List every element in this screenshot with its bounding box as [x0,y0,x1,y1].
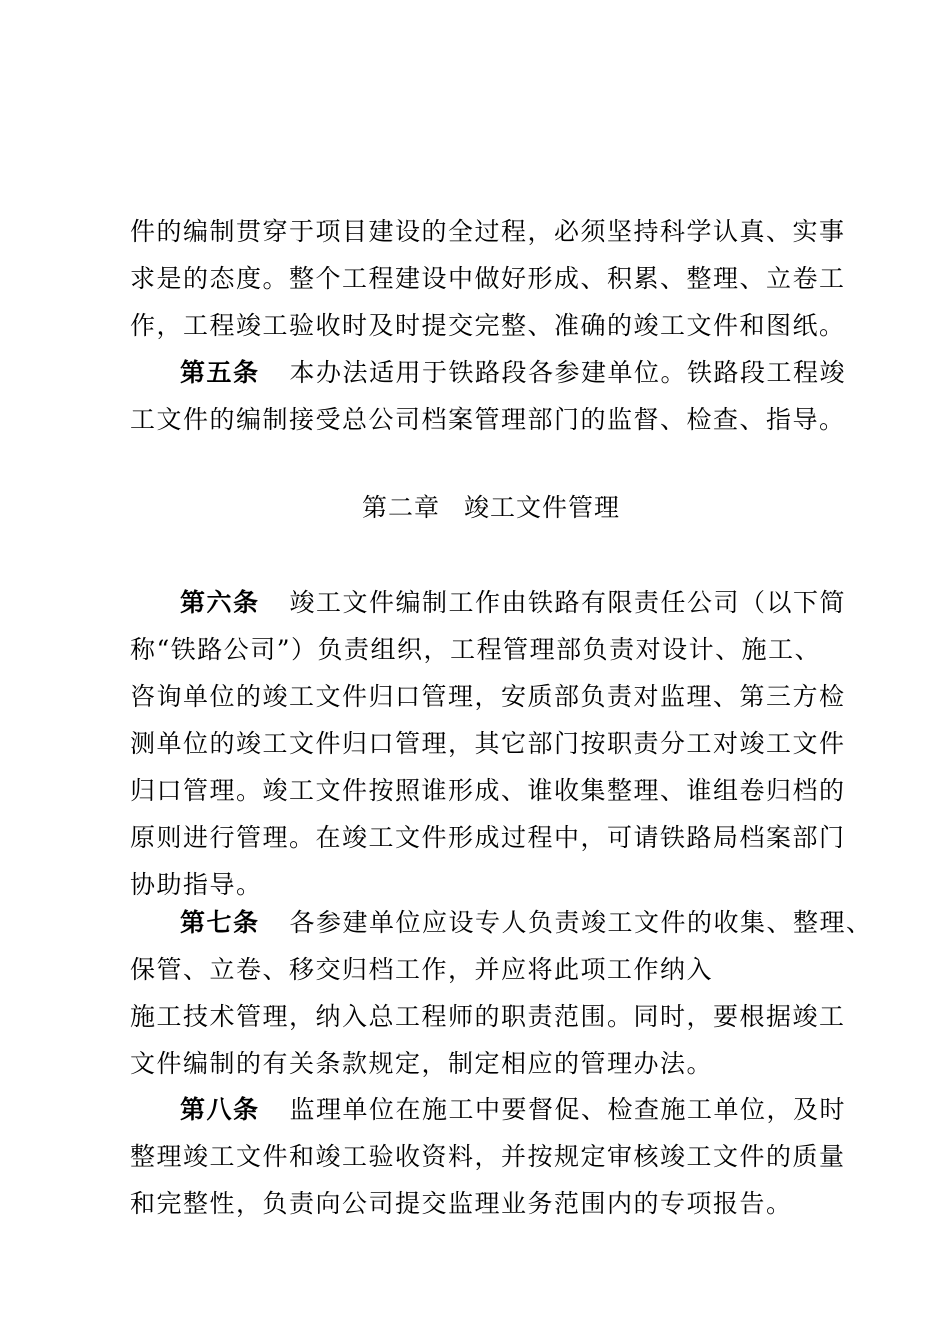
article-7-line-2: 保管、立卷、移交归档工作，并应将此项工作纳入 [130,955,714,984]
article-8-line-3: 和完整性，负责向公司提交监理业务范围内的专项报告。 [130,1189,793,1218]
article-6-line-5: 归口管理。竣工文件按照谁形成、谁收集整理、谁组卷归档的 [130,776,846,805]
article-7-line-1 [180,905,873,941]
article-7-label: 第七条 [180,908,260,937]
article-6-line-6: 原则进行管理。在竣工文件形成过程中，可请铁路局档案部门 [130,823,846,852]
article-6-line-1 [180,585,846,621]
article-6-line-4: 测单位的竣工文件归口管理，其它部门按职责分工对竣工文件 [130,729,846,758]
article-7-line-4: 文件编制的有关条款规定，制定相应的管理办法。 [130,1049,714,1078]
article-7-line-3: 施工技术管理，纳入总工程师的职责范围。同时，要根据竣工 [130,1002,846,1031]
article-8-label: 第八条 [180,1095,260,1124]
article-6-line-2: 称“铁路公司”）负责组织，工程管理部负责对设计、施工、 [130,635,822,664]
intro-line-3: 作，工程竣工验收时及时提交完整、准确的竣工文件和图纸。 [130,311,846,340]
article-5-line-1 [180,355,846,391]
article-8-line-2: 整理竣工文件和竣工验收资料，并按规定审核竣工文件的质量 [130,1142,846,1171]
intro-line-2: 求是的态度。整个工程建设中做好形成、积累、整理、立卷工 [130,264,846,293]
article-5-label: 第五条 [180,358,260,387]
article-6-line-3: 咨询单位的竣工文件归口管理，安质部负责对监理、第三方检 [130,682,846,711]
article-8-text-1: 监理单位在施工中要督促、检查施工单位，及时 [289,1095,847,1124]
chapter-number: 第二章 [361,493,440,522]
article-6-line-7: 协助指导。 [130,870,263,899]
chapter-title: 竣工文件管理 [464,493,621,522]
article-5-text-1: 本办法适用于铁路段各参建单位。铁路段工程竣 [289,358,847,387]
article-8-line-1 [180,1092,846,1128]
article-5-line-2: 工文件的编制接受总公司档案管理部门的监督、检查、指导。 [130,405,846,434]
article-6-label: 第六条 [180,588,260,617]
article-6-text-1: 竣工文件编制工作由铁路有限责任公司（以下简 [289,588,847,617]
intro-line-1: 件的编制贯穿于项目建设的全过程，必须坚持科学认真、实事 [130,217,846,246]
article-7-text-1: 各参建单位应设专人负责竣工文件的收集、整理、 [289,908,873,937]
chapter-heading [0,490,950,526]
